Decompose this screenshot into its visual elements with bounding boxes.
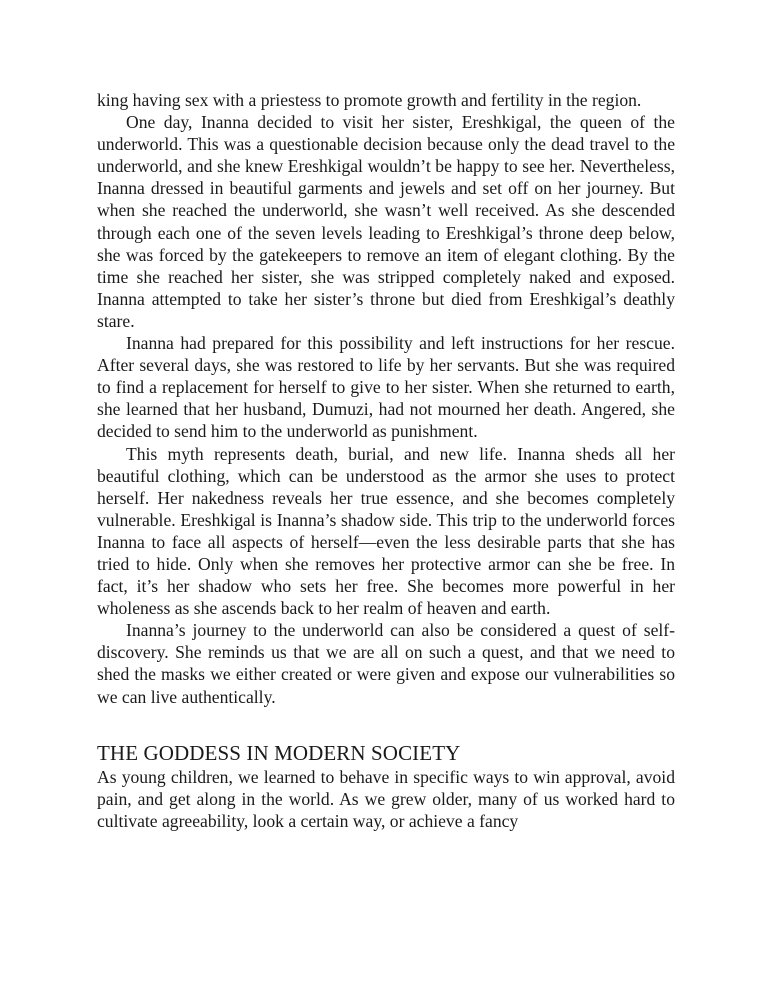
book-page [97, 89, 675, 832]
paragraph-inanna-rescue: Inanna had prepared for this possibility and left instructions for her rescue. After several days, she was restored to life by her servants. But she was required to find a replacement for herself to give to her sister. When she returned to earth, she learned that her husband, Dumuzi, had not mourned her death. Angered, she decided to send him to the underworld as punishment. [97, 333, 675, 442]
paragraph-modern-society: As young children, we learned to behave in specific ways to win approval, avoid pain, and get along in the world. As we grew older, many of us worked hard to cultivate agreeability, look a certain way, or achieve a fancy [97, 766, 675, 831]
paragraph-continuation: king having sex with a priestess to promote growth and fertility in the region. [97, 90, 642, 110]
paragraph-inanna-visit: One day, Inanna decided to visit her sister, Ereshkigal, the queen of the underworld. This was a questionable decision because only the dead travel to the underworld, and she knew Ereshkigal wouldn’t be happy to see her. Nevertheless, Inanna dressed in beautiful garments and jewels and set off on her journey. But when she reached the underworld, she wasn’t well received. As she descended through each one of the seven levels leading to Ereshkigal’s throne deep below, she was forced by the gatekeepers to remove an item of elegant clothing. By the time she reached her sister, she was stripped completely naked and exposed. Inanna attempted to take her sister’s throne but died from Ereshkigal’s deathly stare. [97, 112, 675, 331]
paragraph-self-discovery: Inanna’s journey to the underworld can also be considered a quest of self-discovery. She reminds us that we are all on such a quest, and that we need to shed the masks we either created or were given and expose our vulnerabilities so we can live authentically. [97, 620, 675, 707]
paragraph-myth-meaning: This myth represents death, burial, and new life. Inanna sheds all her beautiful clothing, which can be understood as the armor she uses to protect herself. Her nakedness reveals her true essence, and she becomes completely vulnerable. Ereshkigal is Inanna’s shadow side. This trip to the underworld forces Inanna to face all aspects of herself—even the less desirable parts that she has tried to hide. Only when she removes her protective armor can she be free. In fact, it’s her shadow who sets her free. She becomes more powerful in her wholeness as she ascends back to her realm of heaven and earth. [97, 443, 675, 619]
section-heading: THE GODDESS IN MODERN SOCIETY [97, 740, 461, 765]
